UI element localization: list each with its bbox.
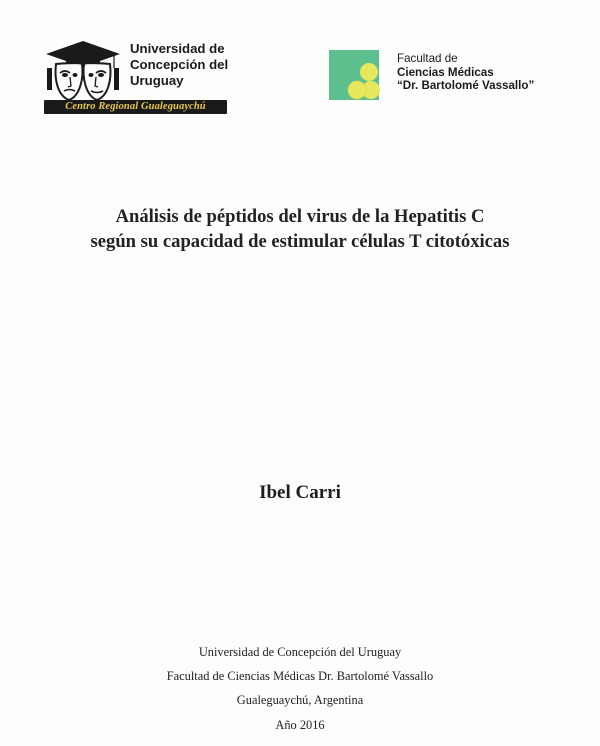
faculty-name [397,52,534,93]
faculty-name-line-3: “Dr. Bartolomé Vassallo” [397,79,535,92]
university-name-line-3: Uruguay [130,73,184,88]
thesis-title-line-1: Análisis de péptidos del virus de la Hepatitis C [115,206,485,227]
faculty-logo [329,50,559,106]
thesis-title [40,204,560,254]
footer-location: Gualeguaychú, Argentina [236,693,364,708]
university-name [130,41,250,89]
university-logo [44,40,234,116]
faculty-circles-emblem-icon [329,50,381,103]
university-name-line-1: Universidad de [130,41,225,56]
footer-university: Universidad de Concepción del Uruguay [198,645,402,659]
faculty-name-line-1: Facultad de [397,52,458,65]
faculty-name-line-2: Ciencias Médicas [397,65,494,79]
thesis-title-line-2: según su capacidad de estimular células T citotóxicas [90,231,510,252]
regional-center-banner: Centro Regional Gualeguaychú [44,100,227,114]
institution-footer [80,640,520,737]
footer-year: Año 2016 [275,717,325,732]
university-name-line-2: Concepción del [130,57,229,72]
footer-faculty: Facultad de Ciencias Médicas Dr. Bartolomé Vassallo [166,669,434,684]
author-name: Ibel Carri [259,482,341,503]
university-masks-emblem-icon [44,40,122,102]
